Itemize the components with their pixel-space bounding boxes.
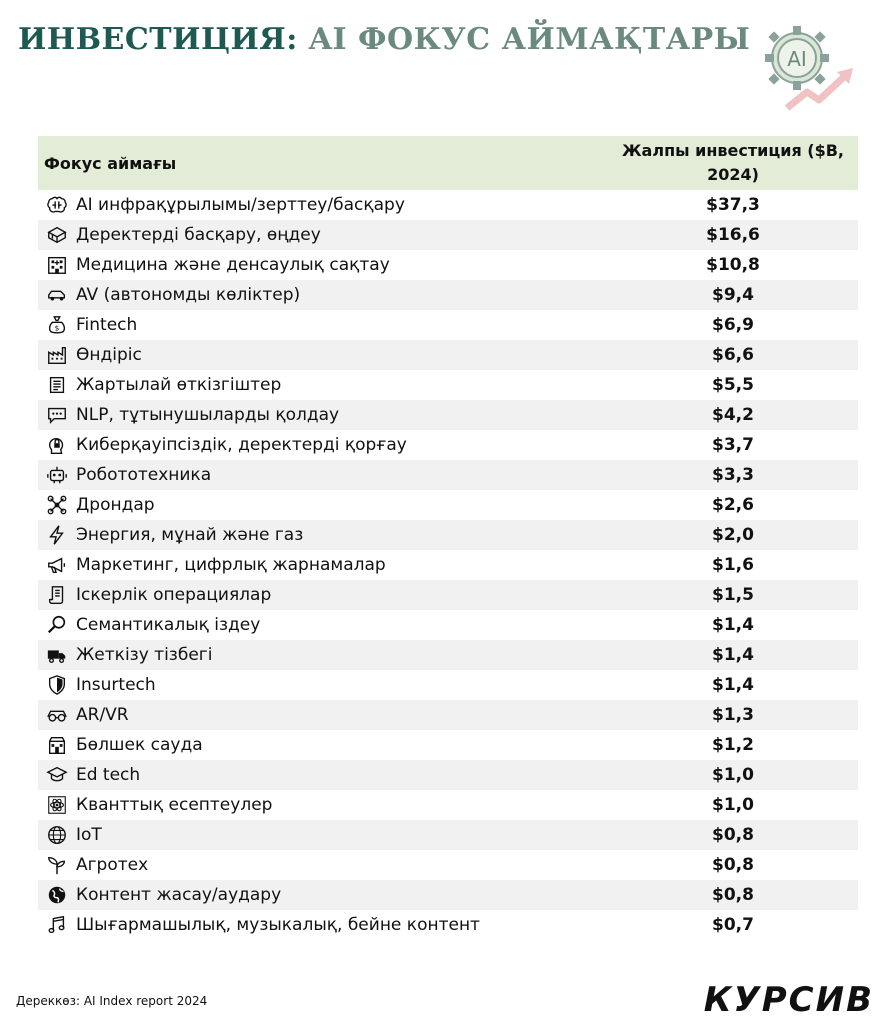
table-row <box>38 700 858 730</box>
chat-icon <box>44 403 70 427</box>
row-label: Кванттық есептеулер <box>76 795 273 815</box>
source-note: Дереккөз: AI Index report 2024 <box>16 994 208 1008</box>
table-row <box>38 520 858 550</box>
table-row <box>38 820 858 850</box>
earth-icon <box>44 883 70 907</box>
row-value: $2,0 <box>712 525 754 545</box>
row-value: $1,0 <box>712 765 754 785</box>
robot-icon <box>44 463 70 487</box>
row-value: $9,4 <box>712 285 754 305</box>
svg-text:$: $ <box>54 323 60 333</box>
row-label: Агротех <box>76 855 149 875</box>
row-label: Өндіріс <box>76 345 142 365</box>
svg-text:AI: AI <box>787 47 807 71</box>
row-value: $2,6 <box>712 495 754 515</box>
row-label: Іскерлік операциялар <box>76 585 272 605</box>
table-row <box>38 610 858 640</box>
row-label: AV (автономды көліктер) <box>76 285 301 305</box>
row-value: $1,2 <box>712 735 754 755</box>
table-row <box>38 730 858 760</box>
row-value: $0,8 <box>712 825 754 845</box>
row-value: $1,4 <box>712 675 754 695</box>
table-header <box>38 136 858 190</box>
row-value: $3,7 <box>712 435 754 455</box>
table-row <box>38 250 858 280</box>
row-label: Деректерді басқару, өңдеу <box>76 225 321 245</box>
row-label: IoT <box>76 825 102 845</box>
table-row <box>38 550 858 580</box>
atom-icon <box>44 793 70 817</box>
row-label: Маркетинг, цифрлық жарнамалар <box>76 555 386 575</box>
table-row <box>38 370 858 400</box>
row-label: Insurtech <box>76 675 156 695</box>
header-area: Фокус аймағы <box>44 153 177 173</box>
table-row <box>38 460 858 490</box>
row-label: Бөлшек сауда <box>76 735 203 755</box>
table-row <box>38 340 858 370</box>
table-row <box>38 310 858 340</box>
row-label: Шығармашылық, музыкалық, бейне контент <box>76 915 480 935</box>
table-row <box>38 430 858 460</box>
row-value: $1,4 <box>712 615 754 635</box>
table-row <box>38 400 858 430</box>
table-row <box>38 580 858 610</box>
row-label: Робототехника <box>76 465 212 485</box>
header-investment: Жалпы инвестиция ($B, 2024) <box>621 141 845 184</box>
row-label: AI инфрақұрылымы/зерттеу/басқару <box>76 195 405 215</box>
music-note-icon <box>44 913 70 937</box>
title-rest: AI ФОКУС АЙМАҚТАРЫ <box>308 22 751 57</box>
hospital-icon <box>44 253 70 277</box>
megaphone-icon <box>44 553 70 577</box>
magnifier-icon <box>44 613 70 637</box>
row-value: $1,6 <box>712 555 754 575</box>
row-label: Контент жасау/аудару <box>76 885 282 905</box>
table-row <box>38 880 858 910</box>
row-label: AR/VR <box>76 705 129 725</box>
row-value: $10,8 <box>706 255 760 275</box>
table-row <box>38 640 858 670</box>
lightning-icon <box>44 523 70 547</box>
drone-icon <box>44 493 70 517</box>
row-value: $3,3 <box>712 465 754 485</box>
brand-logo: КУРСИВ <box>703 980 874 1020</box>
row-value: $0,8 <box>712 885 754 905</box>
table-row <box>38 850 858 880</box>
table-row <box>38 190 858 220</box>
vr-glasses-icon <box>44 703 70 727</box>
row-label: Дрондар <box>76 495 155 515</box>
row-value: $5,5 <box>712 375 754 395</box>
brain-icon <box>44 193 70 217</box>
globe-icon <box>44 823 70 847</box>
database-icon <box>44 223 70 247</box>
title-accent: ИНВЕСТИЦИЯ: <box>18 22 298 57</box>
row-value: $6,6 <box>712 345 754 365</box>
row-value: $6,9 <box>712 315 754 335</box>
row-value: $4,2 <box>712 405 754 425</box>
row-value: $0,7 <box>712 915 754 935</box>
row-label: Семантикалық іздеу <box>76 615 261 635</box>
row-value: $0,8 <box>712 855 754 875</box>
row-label: Ed tech <box>76 765 141 785</box>
row-label: Fintech <box>76 315 138 335</box>
row-value: $1,3 <box>712 705 754 725</box>
row-label: Жеткізу тізбегі <box>76 645 213 665</box>
money-bag-icon <box>44 313 70 337</box>
store-icon <box>44 733 70 757</box>
table-row <box>38 490 858 520</box>
table-row <box>38 790 858 820</box>
row-value: $37,3 <box>706 195 760 215</box>
graduation-cap-icon <box>44 763 70 787</box>
table-row <box>38 280 858 310</box>
secure-head-icon <box>44 433 70 457</box>
row-value: $16,6 <box>706 225 760 245</box>
table-row <box>38 670 858 700</box>
row-value: $1,0 <box>712 795 754 815</box>
page-title <box>18 22 750 57</box>
table-row <box>38 220 858 250</box>
sprout-icon <box>44 853 70 877</box>
truck-icon <box>44 643 70 667</box>
row-label: Медицина және денсаулық сақтау <box>76 255 390 275</box>
row-value: $1,4 <box>712 645 754 665</box>
shield-icon <box>44 673 70 697</box>
row-value: $1,5 <box>712 585 754 605</box>
chip-icon <box>44 373 70 397</box>
gear-ai-growth-icon <box>757 22 857 118</box>
table-row <box>38 910 858 940</box>
row-label: NLP, тұтынушыларды қолдау <box>76 405 340 425</box>
table-row <box>38 760 858 790</box>
table-body <box>38 190 858 940</box>
row-label: Энергия, мұнай және газ <box>76 525 304 545</box>
row-label: Жартылай өткізгіштер <box>76 375 282 395</box>
scroll-icon <box>44 583 70 607</box>
car-icon <box>44 283 70 307</box>
row-label: Киберқауіпсіздік, деректерді қорғау <box>76 435 407 455</box>
investment-table <box>38 136 858 940</box>
factory-icon <box>44 343 70 367</box>
